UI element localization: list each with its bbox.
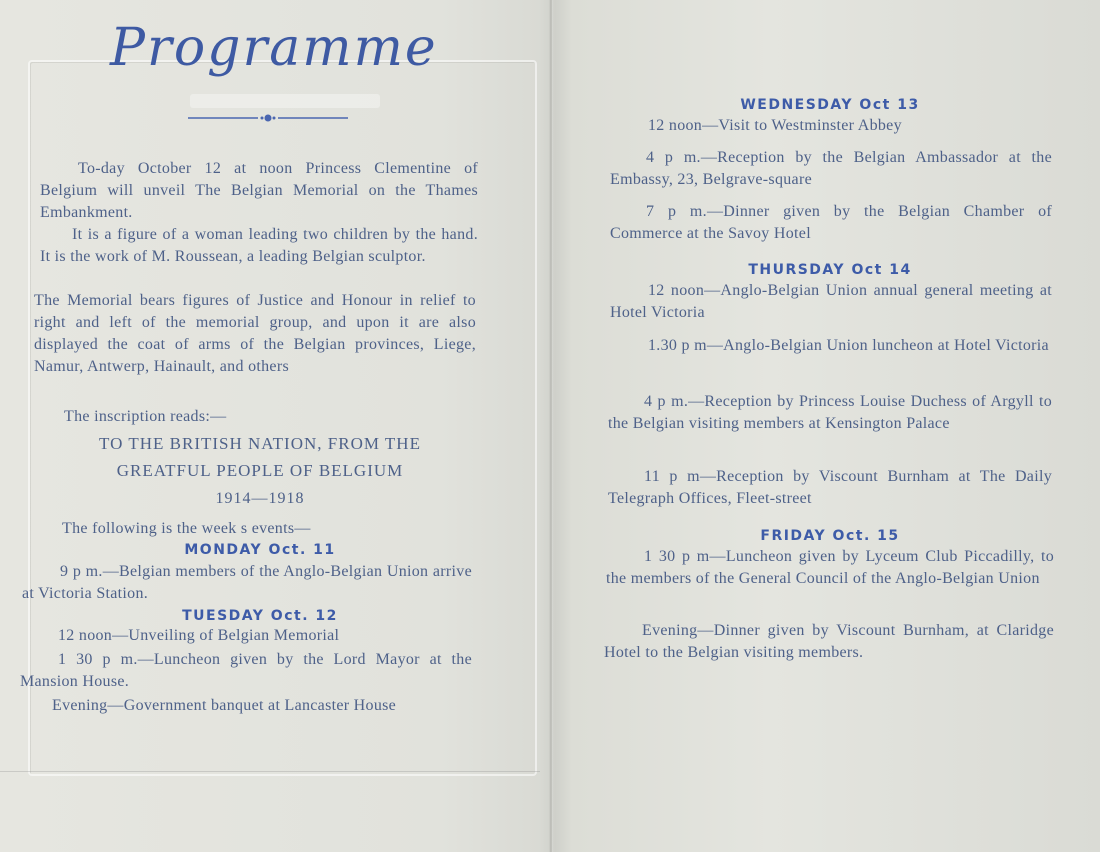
thursday-event-2: 1.30 p m—Anglo-Belgian Union luncheon at Hotel Victoria (648, 337, 1049, 354)
tuesday-event-1: 12 noon—Unveiling of Belgian Memorial (58, 627, 340, 644)
thursday-heading: THURSDAY Oct 14 (748, 262, 912, 278)
week-intro: The following is the week s events— (62, 520, 311, 537)
inscription-line-1: TO THE BRITISH NATION, FROM THE (99, 434, 421, 453)
bottom-rule (0, 771, 540, 772)
flourish-divider-icon (188, 112, 348, 124)
intro-paragraph: To-day October 12 at noon Princess Clementine of Belgium will unveil The Belgian Memorial on the Thames Embankment. (40, 160, 478, 221)
thursday-event-1: 12 noon—Anglo-Belgian Union annual general meeting at Hotel Victoria (610, 282, 1052, 321)
tuesday-event-2: 1 30 p m.—Luncheon given by the Lord Mayor at the Mansion House. (20, 651, 472, 690)
programme-title: Programme (110, 18, 438, 78)
thursday-event-3: 4 p m.—Reception by Princess Louise Duchess of Argyll to the Belgian visiting members at Kensington Palace (608, 393, 1052, 432)
wednesday-heading: WEDNESDAY Oct 13 (740, 97, 920, 113)
tuesday-event-3: Evening—Government banquet at Lancaster House (52, 697, 397, 714)
monday-event-1: 9 p m.—Belgian members of the Anglo-Belgian Union arrive at Victoria Station. (22, 563, 472, 602)
wednesday-event-2: 4 p m.—Reception by the Belgian Ambassador at the Embassy, 23, Belgrave-square (610, 149, 1052, 188)
inscription-line-2: GREATFUL PEOPLE OF BELGIUM (116, 461, 404, 480)
friday-event-1: 1 30 p m—Luncheon given by Lyceum Club Piccadilly, to the members of the General Council of the Anglo-Belgian Union (606, 548, 1054, 587)
wednesday-event-3: 7 p m.—Dinner given by the Belgian Chamber of Commerce at the Savoy Hotel (610, 203, 1052, 242)
monday-heading: MONDAY Oct. 11 (184, 542, 336, 558)
friday-heading: FRIDAY Oct. 15 (760, 528, 900, 544)
thursday-event-4: 11 p m—Reception by Viscount Burnham at The Daily Telegraph Offices, Fleet-street (608, 468, 1052, 507)
inscription-intro: The inscription reads:— (64, 408, 227, 425)
tuesday-heading: TUESDAY Oct. 12 (182, 608, 338, 624)
wednesday-event-1: 12 noon—Visit to Westminster Abbey (648, 117, 902, 134)
embossed-label (190, 94, 380, 108)
inscription-years: 1914—1918 (215, 490, 305, 507)
friday-event-2: Evening—Dinner given by Viscount Burnham, at Claridge Hotel to the Belgian visiting members. (604, 622, 1054, 661)
page-fold (549, 0, 553, 852)
memorial-paragraph: The Memorial bears figures of Justice and Honour in relief to right and left of the memorial group, and upon it are also displayed the coat of arms of the Belgian provinces, Liege, Namur, Antwerp, Hainault, and others (34, 292, 476, 375)
figure-paragraph: It is a figure of a woman leading two children by the hand. It is the work of M. Roussean, a leading Belgian sculptor. (40, 226, 478, 265)
